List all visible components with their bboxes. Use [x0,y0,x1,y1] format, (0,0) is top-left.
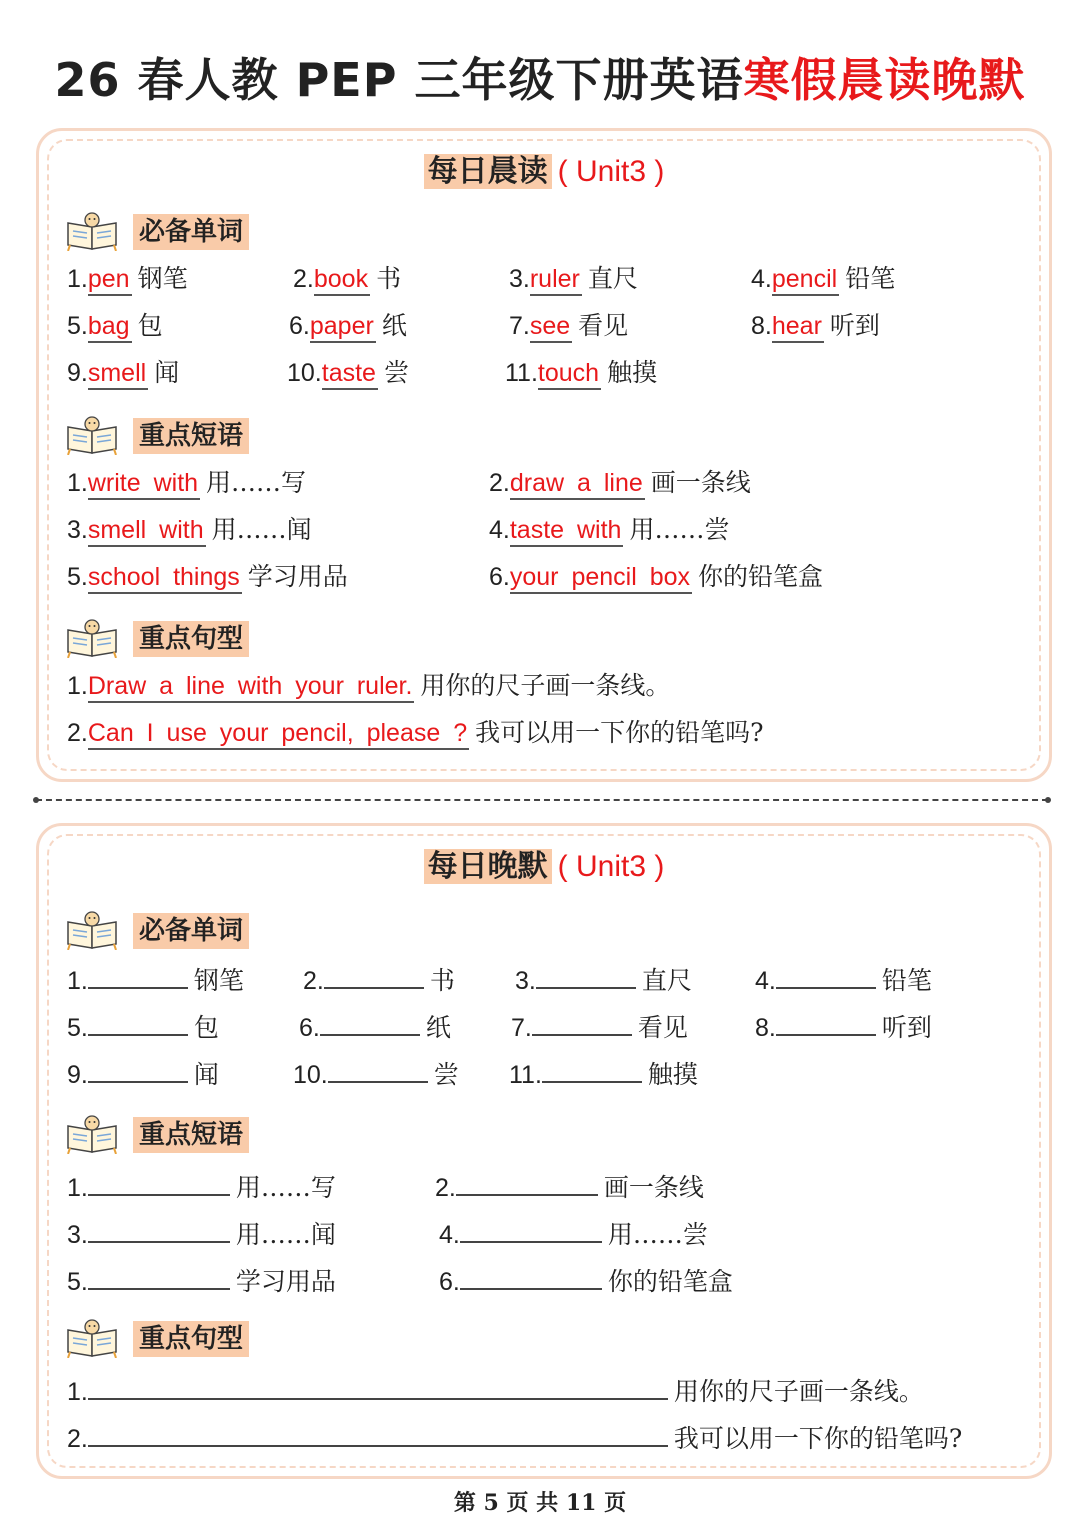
answer-blank[interactable] [328,1055,428,1083]
english-text: write with [88,468,200,500]
blank-word-item [303,961,455,998]
chinese-text: 直尺 [641,966,692,995]
item-number: 3. [515,967,536,995]
blank-word-item [755,961,932,998]
chinese-text: 钢笔 [137,264,188,293]
section-label: 重点句型 [133,1321,249,1357]
item-number: 7. [511,1014,532,1042]
reading-book-icon [65,211,119,251]
section-divider [36,799,1048,801]
word-item [67,309,163,343]
blank-phrase-item [67,1168,336,1205]
blank-phrase-item [439,1215,708,1252]
phrase-item [67,466,306,500]
blank-word-item [67,961,244,998]
item-number: 3. [67,1221,88,1249]
chinese-text: 包 [137,311,163,340]
blank-sentence-item [67,1419,962,1456]
reading-book-icon [65,618,119,658]
item-number: 2. [435,1174,456,1202]
phrase-item [489,513,729,547]
item-number: 6. [489,563,510,591]
english-text: touch [538,358,601,390]
blank-phrase-item [67,1215,336,1252]
word-item [751,262,895,296]
phrase-item [489,560,823,594]
item-number: 1. [67,469,88,497]
answer-blank[interactable] [456,1168,598,1196]
item-number: 4. [439,1221,460,1249]
blank-phrase-item [435,1168,704,1205]
chinese-text: 你的铅笔盒 [607,1267,733,1296]
chinese-text: 用你的尺子画一条线。 [420,671,671,700]
answer-blank[interactable] [88,1168,230,1196]
chinese-text: 用……写 [206,468,307,497]
item-number: 8. [751,312,772,340]
evening-heading [39,844,1049,890]
word-item [289,309,407,343]
item-number: 2. [67,1425,88,1453]
chinese-text: 书 [429,966,455,995]
morning-reading-panel [36,128,1052,782]
answer-blank[interactable] [88,961,188,989]
english-text: paper [310,311,376,343]
english-text: pencil [772,264,839,296]
item-number: 5. [67,563,88,591]
chinese-text: 触摸 [647,1060,698,1089]
reading-book-icon [65,1114,119,1154]
chinese-text: 用你的尺子画一条线。 [673,1377,924,1406]
item-number: 6. [289,312,310,340]
chinese-text: 用……写 [235,1173,336,1202]
english-text: Draw a line with your ruler. [88,671,415,703]
chinese-text: 尝 [383,358,409,387]
english-text: taste with [510,515,624,547]
page-number-footer: 第 5 页 共 11 页 [453,1490,627,1516]
evening-heading-label: 每日晚默 [424,849,552,884]
section-label: 重点短语 [133,418,249,454]
item-number: 4. [489,516,510,544]
item-number: 2. [489,469,510,497]
chinese-text: 触摸 [607,358,658,387]
english-text: draw a line [510,468,645,500]
word-item [751,309,880,343]
item-number: 4. [755,967,776,995]
english-text: hear [772,311,824,343]
blank-phrase-item [439,1262,733,1299]
chinese-text: 纸 [425,1013,451,1042]
title-highlight: 寒假晨读晚默 [743,53,1026,107]
english-text: Can I use your pencil, please ? [88,718,469,750]
blank-word-item [511,1008,688,1045]
section-label: 必备单词 [133,214,249,250]
answer-blank[interactable] [536,961,636,989]
chinese-text: 闻 [154,358,180,387]
chinese-text: 用……尝 [607,1220,708,1249]
english-text: pen [88,264,132,296]
blank-word-item [509,1055,698,1092]
chinese-text: 我可以用一下你的铅笔吗? [673,1424,963,1453]
chinese-text: 你的铅笔盒 [698,562,824,591]
answer-blank[interactable] [88,1215,230,1243]
answer-blank[interactable] [776,1008,876,1036]
reading-book-icon [65,1318,119,1358]
item-number: 1. [67,1378,88,1406]
section-label: 重点句型 [133,621,249,657]
title-main: 26 春人教 PEP 三年级下册英语 [54,53,744,107]
reading-book-icon [65,415,119,455]
chinese-text: 铅笔 [881,966,932,995]
chinese-text: 听到 [881,1013,932,1042]
item-number: 5. [67,312,88,340]
english-text: bag [88,311,132,343]
item-number: 9. [67,359,88,387]
chinese-text: 我可以用一下你的铅笔吗? [475,718,764,747]
answer-blank[interactable] [460,1262,602,1290]
morning-heading-label: 每日晨读 [424,154,552,189]
word-item [67,262,188,296]
word-item [293,262,401,296]
chinese-text: 学习用品 [235,1267,336,1296]
chinese-text: 用……尝 [629,515,730,544]
evening-dictation-panel [36,823,1052,1479]
word-item [505,356,657,390]
chinese-text: 铅笔 [845,264,896,293]
sentence-item [67,716,764,750]
phrase-item [489,466,751,500]
chinese-text: 直尺 [587,264,638,293]
item-number: 3. [509,265,530,293]
english-text: ruler [530,264,582,296]
item-number: 1. [67,1174,88,1202]
item-number: 4. [751,265,772,293]
answer-blank[interactable] [320,1008,420,1036]
blank-word-item [293,1055,459,1092]
section-label: 重点短语 [133,1117,249,1153]
morning-heading [39,149,1049,195]
answer-blank[interactable] [88,1372,668,1400]
word-item [509,262,638,296]
blank-phrase-item [67,1262,336,1299]
chinese-text: 用……闻 [211,515,312,544]
english-text: see [530,311,572,343]
item-number: 10. [293,1061,328,1089]
chinese-text: 画一条线 [650,468,751,497]
reading-book-icon [65,910,119,950]
item-number: 7. [509,312,530,340]
english-text: school things [88,562,242,594]
item-number: 11. [509,1061,542,1089]
blank-word-item [515,961,692,998]
answer-blank[interactable] [776,961,876,989]
item-number: 6. [439,1268,460,1296]
item-number: 1. [67,672,88,700]
answer-blank[interactable] [532,1008,632,1036]
item-number: 9. [67,1061,88,1089]
chinese-text: 钢笔 [193,966,244,995]
item-number: 6. [299,1014,320,1042]
phrase-item [67,560,348,594]
english-text: your pencil box [510,562,692,594]
item-number: 8. [755,1014,776,1042]
page-title [0,50,1080,110]
chinese-text: 看见 [637,1013,688,1042]
chinese-text: 看见 [578,311,629,340]
chinese-text: 听到 [829,311,880,340]
answer-blank[interactable] [88,1262,230,1290]
answer-blank[interactable] [460,1215,602,1243]
section-label: 必备单词 [133,913,249,949]
blank-word-item [67,1008,219,1045]
word-item [509,309,628,343]
answer-blank[interactable] [88,1055,188,1083]
chinese-text: 用……闻 [235,1220,336,1249]
item-number: 11. [505,359,538,387]
item-number: 1. [67,265,88,293]
english-text: smell with [88,515,206,547]
blank-sentence-item [67,1372,924,1409]
chinese-text: 尝 [433,1060,459,1089]
english-text: smell [88,358,148,390]
word-item [67,356,179,390]
item-number: 10. [287,359,322,387]
item-number: 2. [293,265,314,293]
answer-blank[interactable] [88,1419,668,1447]
chinese-text: 书 [376,264,402,293]
chinese-text: 纸 [381,311,407,340]
item-number: 2. [67,719,88,747]
answer-blank[interactable] [88,1008,188,1036]
chinese-text: 包 [193,1013,219,1042]
answer-blank[interactable] [542,1055,642,1083]
english-text: taste [322,358,378,390]
answer-blank[interactable] [324,961,424,989]
word-item [287,356,409,390]
chinese-text: 画一条线 [603,1173,704,1202]
evening-unit: ( Unit3 ) [557,850,665,883]
chinese-text: 闻 [193,1060,219,1089]
item-number: 5. [67,1014,88,1042]
english-text: book [314,264,370,296]
morning-unit: ( Unit3 ) [557,155,665,188]
phrase-item [67,513,312,547]
item-number: 1. [67,967,88,995]
blank-word-item [299,1008,451,1045]
sentence-item [67,669,670,703]
item-number: 5. [67,1268,88,1296]
chinese-text: 学习用品 [247,562,348,591]
blank-word-item [67,1055,219,1092]
item-number: 3. [67,516,88,544]
item-number: 2. [303,967,324,995]
blank-word-item [755,1008,932,1045]
